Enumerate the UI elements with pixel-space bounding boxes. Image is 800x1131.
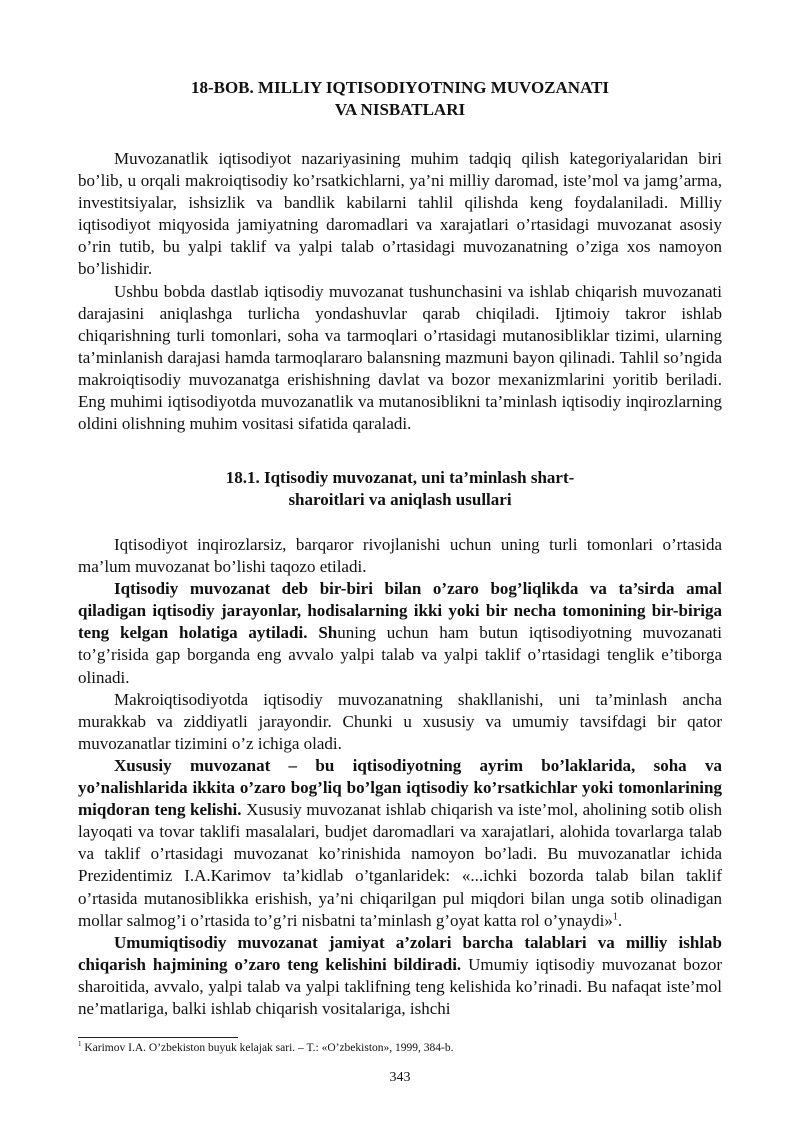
section-title xyxy=(78,467,722,511)
body-paragraph-4 xyxy=(78,755,722,932)
chapter-title-line-2: VA NISBATLARI xyxy=(334,100,466,119)
section-body xyxy=(78,534,722,1020)
intro-text xyxy=(78,148,722,435)
definition-bold-text: Umumiqtisodiy muvozanat jamiyat a’zolari barcha talablari va milliy ishlab chiqarish hajmining o’zaro teng kelishini bildiradi. xyxy=(78,932,722,974)
footnote-text: Karimov I.A. O’zbekiston buyuk kelajak sari. – T.: «O’zbekiston», 1999, 384-b. xyxy=(81,1042,454,1054)
footnote-marker: 1 xyxy=(78,1040,82,1049)
paragraph-end: . xyxy=(617,910,623,930)
section-title-line-2: sharoitlari va aniqlash usullari xyxy=(288,490,512,509)
definition-bold-text: Xususiy muvozanat – bu iqtisodiyotning ayrim bo’laklarida, soha va yo’nalishlarida ikkita o’zaro bog’liq bo’lgan iqtisodiy ko’rsatkichlar yoki tomonlarining miqdoran teng kelishi. xyxy=(78,755,722,820)
body-paragraph-1: Iqtisodiyot inqirozlarsiz, barqaror rivojlanishi uchun uning turli tomonlari o’rtasida ma’lum muvozanat bo’lishi taqozo etiladi. xyxy=(78,535,722,577)
page-number: 343 xyxy=(389,1070,411,1085)
footnote-divider xyxy=(78,1037,238,1038)
section-title-line-1: 18.1. Iqtisodiy muvozanat, uni ta’minlash shart- xyxy=(225,468,575,487)
definition-bold-text: Iqtisodiy muvozanat deb bir-biri bilan o’zaro bog’liqlikda va ta’sirda amal qiladigan iqtisodiy jarayonlar, hodisalarning ikki yoki bir necha tomonining bir-biriga teng kelgan holatiga aytiladi. Sh xyxy=(78,579,722,643)
body-paragraph-2 xyxy=(78,578,722,688)
paragraph-text: Xususiy muvozanat ishlab chiqarish va iste’mol, aholining sotib olish layoqati va tovar taklifi masalalari, budjet daromadlari va xarajatlari, alohida tovarlarga talab va taklif o’rtasidagi muvozanat ko’rinishida namoyon bo’ladi. Bu muvozanatlar ichida Prezidentimiz I.A.Karimov ta’kidlab o’tganlaridek: «...ichki bozorda talab bilan taklif o’rtasida mutanosiblikka erishish, ya’ni chiqarilgan pul miqdori bilan unga sotib olinadigan mollar salmog’i o’rtasida to’g’ri nisbatni ta’minlash g’oyat katta rol o’ynaydi» xyxy=(78,800,722,930)
paragraph-text: uning uchun ham butun iqtisodiyotning muvozanati to’g’risida gap borganda eng avvalo yalpi talab va yalpi taklif o’rtasidagi tenglik e’tiborga olinadi. xyxy=(78,623,722,687)
paragraph-text: Umumiy iqtisodiy muvozanat bozor sharoitida, avvalo, yalpi talab va yalpi taklifning teng kelishida ko’rinadi. Bu nafaqat iste’mol ne’matlariga, balki ishlab chiqarish vositalariga, ishchi xyxy=(78,954,722,1018)
footnote-reference: 1 xyxy=(612,910,618,922)
intro-paragraph-2: Ushbu bobda dastlab iqtisodiy muvozanat tushunchasini va ishlab chiqarish muvozanati darajasini aniqlashga turlicha yondashuvlar qarab chiqiladi. Ijtimoiy takror ishlab chiqarishning turli tomonlari, soha va tarmoqlari o’rtasidagi mutanosibliklar tizimi, ularning ta’minlanish darajasi hamda tarmoqlararo balansning mazmuni bayon qilinadi. Tahlil so’ngida makroiqtisodiy muvozanatga erishishning davlat va bozor mexanizmlarini yoritib beriladi. Eng muhimi iqtisodiyotda muvozanatlik va mutanosiblikni ta’minlash iqtisodiy inqirozlarning oldini olishning muhim vositasi sifatida qaraladi. xyxy=(78,281,722,434)
chapter-title-line-1: 18-BOB. MILLIY IQTISODIYOTNING MUVOZANATI xyxy=(190,78,610,97)
footnote xyxy=(78,1041,722,1055)
body-paragraph-5 xyxy=(78,932,722,1020)
chapter-title xyxy=(78,77,722,121)
body-paragraph-3: Makroiqtisodiyotda iqtisodiy muvozanatning shakllanishi, uni ta’minlash ancha murakkab va ziddiyatli jarayondir. Chunki u xususiy va umumiy tavsifdagi bir qator muvozanatlar tizimini o’z ichiga oladi. xyxy=(78,689,722,753)
intro-paragraph-1: Muvozanatlik iqtisodiyot nazariyasining muhim tadqiq qilish kategoriyalaridan biri bo’lib, u orqali makroiqtisodiy ko’rsatkichlarni, ya’ni milliy daromad, iste’mol va jamg’arma, investitsiyalar, ishsizlik va bandlik kabilarni tahlil qilishda keng foydalaniladi. Milliy iqtisodiyot miqyosida jamiyatning daromadlari va xarajatlari o’rtasidagi muvozanat asosiy o’rin tutib, bu yalpi taklif va yalpi talab o’rtasidagi muvozanatning o’ziga xos namoyon bo’lishidir. xyxy=(78,149,722,279)
